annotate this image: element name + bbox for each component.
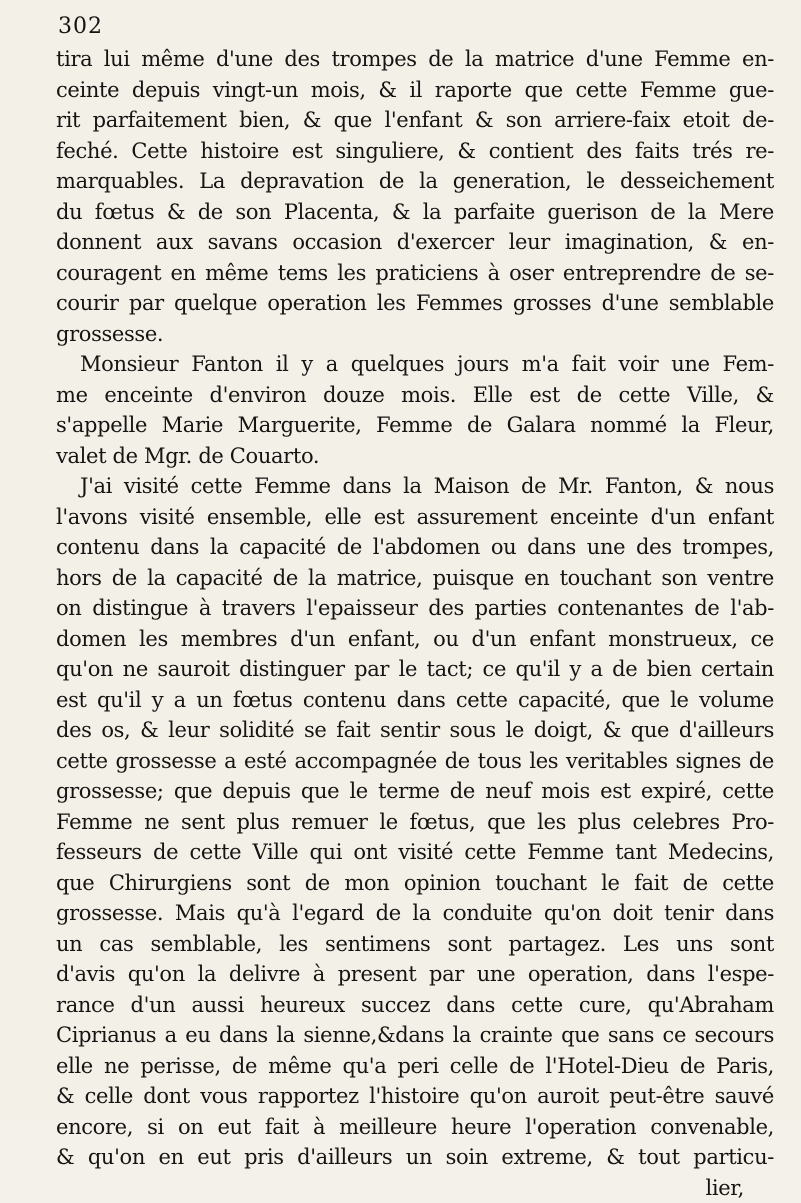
text-line: d'avis qu'on la delivre à present par une operation, dans l'espe-	[56, 959, 774, 990]
text-line: elle ne perisse, de même qu'a peri celle de l'Hotel-Dieu de Paris,	[56, 1051, 774, 1082]
text-line: me enceinte d'environ douze mois. Elle est de cette Ville, &	[56, 380, 774, 411]
text-line: domen les membres d'un enfant, ou d'un enfant monstrueux, ce	[56, 624, 774, 655]
text-line: que Chirurgiens sont de mon opinion touchant le fait de cette	[56, 868, 774, 899]
text-line: rance d'un aussi heureux succez dans cette cure, qu'Abraham	[56, 990, 774, 1021]
text-line: rit parfaitement bien, & que l'enfant & son arriere-faix etoit de-	[56, 105, 774, 136]
text-line: valet de Mgr. de Couarto.	[56, 441, 774, 472]
text-line: cette grossesse a esté accompagnée de tous les veritables signes de	[56, 746, 774, 777]
body-text	[56, 44, 774, 1203]
text-line: Monsieur Fanton il y a quelques jours m'a fait voir une Fem-	[56, 349, 774, 380]
text-line: feché. Cette histoire est singuliere, & contient des faits trés re-	[56, 136, 774, 167]
text-line: courir par quelque operation les Femmes grosses d'une semblable	[56, 288, 774, 319]
text-line: marquables. La depravation de la generation, le desseichement	[56, 166, 774, 197]
text-line: l'avons visité ensemble, elle est assurement enceinte d'un enfant	[56, 502, 774, 533]
text-line: donnent aux savans occasion d'exercer leur imagination, & en-	[56, 227, 774, 258]
text-line: on distingue à travers l'epaisseur des parties contenantes de l'ab-	[56, 593, 774, 624]
text-line: hors de la capacité de la matrice, puisque en touchant son ventre	[56, 563, 774, 594]
text-line: grossesse.	[56, 319, 774, 350]
text-line: contenu dans la capacité de l'abdomen ou dans une des trompes,	[56, 532, 774, 563]
text-line: un cas semblable, les sentimens sont partagez. Les uns sont	[56, 929, 774, 960]
page-number: 302	[58, 14, 103, 39]
text-line: s'appelle Marie Marguerite, Femme de Galara nommé la Fleur,	[56, 410, 774, 441]
text-line: fesseurs de cette Ville qui ont visité cette Femme tant Medecins,	[56, 837, 774, 868]
text-line: J'ai visité cette Femme dans la Maison de Mr. Fanton, & nous	[56, 471, 774, 502]
text-line: & qu'on en eut pris d'ailleurs un soin extreme, & tout particu-	[56, 1142, 774, 1173]
text-line: Femme ne sent plus remuer le fœtus, que les plus celebres Pro-	[56, 807, 774, 838]
text-line: ceinte depuis vingt-un mois, & il raporte que cette Femme gue-	[56, 75, 774, 106]
text-line: & celle dont vous rapportez l'histoire qu'on auroit peut-être sauvé	[56, 1081, 774, 1112]
text-line: encore, si on eut fait à meilleure heure l'operation convenable,	[56, 1112, 774, 1143]
text-line: couragent en même tems les praticiens à oser entreprendre de se-	[56, 258, 774, 289]
text-line: grossesse; que depuis que le terme de neuf mois est expiré, cette	[56, 776, 774, 807]
text-line: est qu'il y a un fœtus contenu dans cette capacité, que le volume	[56, 685, 774, 716]
text-line: qu'on ne sauroit distinguer par le tact; ce qu'il y a de bien certain	[56, 654, 774, 685]
text-line: du fœtus & de son Placenta, & la parfaite guerison de la Mere	[56, 197, 774, 228]
text-line: grossesse. Mais qu'à l'egard de la conduite qu'on doit tenir dans	[56, 898, 774, 929]
text-line: des os, & leur solidité se fait sentir sous le doigt, & que d'ailleurs	[56, 715, 774, 746]
text-line: tira lui même d'une des trompes de la matrice d'une Femme en-	[56, 44, 774, 75]
catchword: lier,	[56, 1173, 774, 1203]
text-line: Ciprianus a eu dans la sienne,&dans la crainte que sans ce secours	[56, 1020, 774, 1051]
